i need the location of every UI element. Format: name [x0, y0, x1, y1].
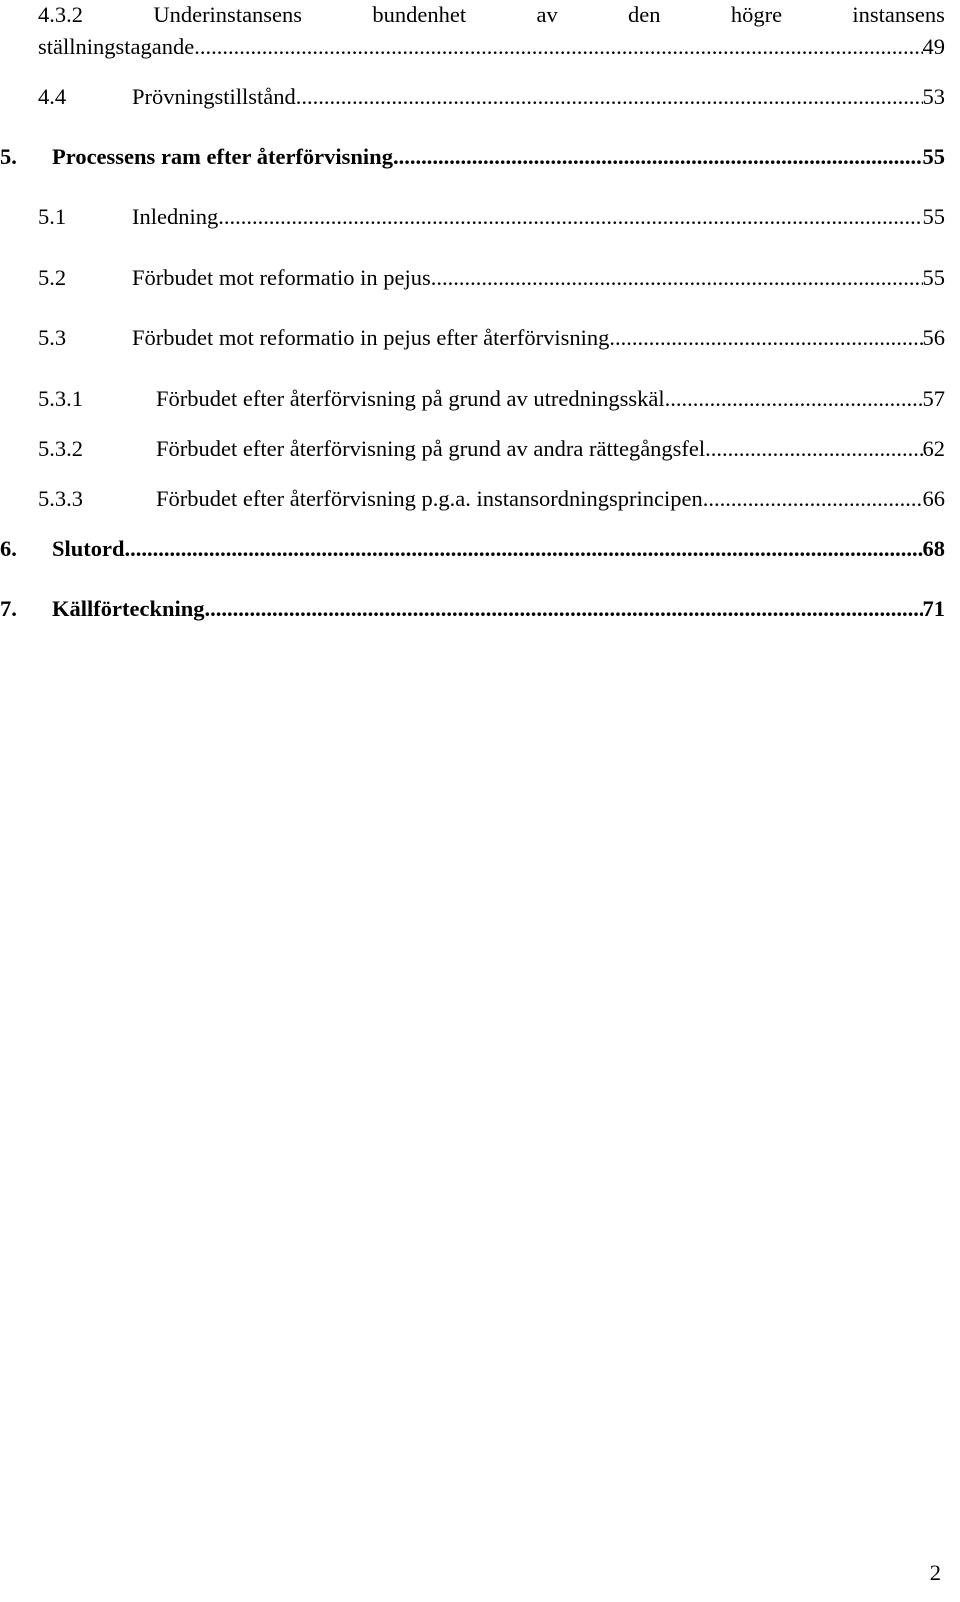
toc-leader-dots	[296, 82, 923, 112]
toc-entry-page: 57	[922, 386, 945, 411]
toc-entry-title: Processens ram efter återförvisning	[52, 144, 393, 169]
toc-entry-page: 68	[922, 536, 945, 561]
toc-entry-page: 62	[922, 436, 945, 461]
toc-leader-dots	[194, 32, 922, 62]
toc-entry-number: 7.	[0, 596, 17, 621]
toc-entry-5-3-3[interactable]	[38, 484, 945, 514]
toc-entry-title: Slutord	[52, 536, 125, 561]
toc-entry-6[interactable]	[0, 534, 945, 564]
toc-entry-number: 4.4	[38, 84, 67, 109]
toc-leader-dots	[665, 384, 923, 414]
toc-entry-5-3[interactable]	[38, 323, 945, 353]
toc-entry-5-1[interactable]	[38, 202, 945, 232]
toc-entry-4-4[interactable]	[38, 82, 945, 112]
toc-entry-title: Förbudet mot reformatio in pejus	[132, 265, 431, 290]
toc-entry-number: 4.3.2	[38, 2, 83, 27]
toc-entry-4-3-2-line2[interactable]	[38, 32, 945, 62]
toc-entry-number: 5.3.3	[38, 486, 83, 511]
toc-leader-dots	[703, 484, 923, 514]
toc-entry-page: 55	[922, 204, 945, 229]
toc-entry-title: Förbudet efter återförvisning på grund av utredningsskäl	[156, 386, 665, 411]
toc-entry-number: 5.1	[38, 204, 67, 229]
toc-leader-dots	[609, 323, 922, 353]
toc-entry-title: Förbudet efter återförvisning p.g.a. instansordningsprincipen	[156, 486, 703, 511]
page-number: 2	[929, 1560, 941, 1585]
toc-entry-page: 49	[922, 34, 945, 59]
toc-entry-page: 55	[922, 144, 945, 169]
toc-entry-page: 56	[922, 325, 945, 350]
toc-entry-number: 6.	[0, 536, 17, 561]
toc-entry-title: Förbudet efter återförvisning på grund av andra rättegångsfel	[156, 436, 706, 461]
toc-entry-page: 53	[922, 84, 945, 109]
toc-entry-title: Förbudet mot reformatio in pejus efter återförvisning	[132, 325, 610, 350]
toc-entry-number: 5.3.1	[38, 386, 83, 411]
toc-entry-number: 5.3	[38, 325, 67, 350]
toc-entry-4-3-2-line1[interactable]	[38, 0, 945, 30]
toc-entry-title: Prövningstillstånd	[132, 84, 296, 109]
toc-entry-5-2[interactable]	[38, 263, 945, 293]
toc-entry-5-3-1[interactable]	[38, 384, 945, 414]
toc-entry-title: Källförteckning	[52, 596, 205, 621]
toc-entry-word: bundenhet	[372, 2, 467, 27]
toc-leader-dots	[393, 142, 923, 172]
toc-entry-page: 71	[922, 596, 945, 621]
toc-entry-word: den	[628, 2, 661, 27]
toc-entry-page: 66	[922, 486, 945, 511]
toc-entry-title: ställningstagande	[38, 34, 195, 59]
toc-entry-5-3-2[interactable]	[38, 434, 945, 464]
toc-entry-page: 55	[922, 265, 945, 290]
toc-entry-number: 5.	[0, 144, 17, 169]
toc-entry-word: Underinstansens	[153, 2, 303, 27]
toc-entry-7[interactable]	[0, 594, 945, 624]
toc-leader-dots	[218, 202, 922, 232]
toc-entry-word: av	[536, 2, 558, 27]
toc-leader-dots	[205, 594, 923, 624]
toc-entry-number: 5.2	[38, 265, 67, 290]
toc-leader-dots	[431, 263, 923, 293]
toc-entry-word: högre	[730, 2, 783, 27]
toc-entry-word: instansens	[852, 2, 945, 27]
toc-leader-dots	[705, 434, 922, 464]
toc-entry-5[interactable]	[0, 142, 945, 172]
toc-leader-dots	[125, 534, 923, 564]
toc-entry-number: 5.3.2	[38, 436, 83, 461]
toc-entry-title: Inledning	[132, 204, 219, 229]
